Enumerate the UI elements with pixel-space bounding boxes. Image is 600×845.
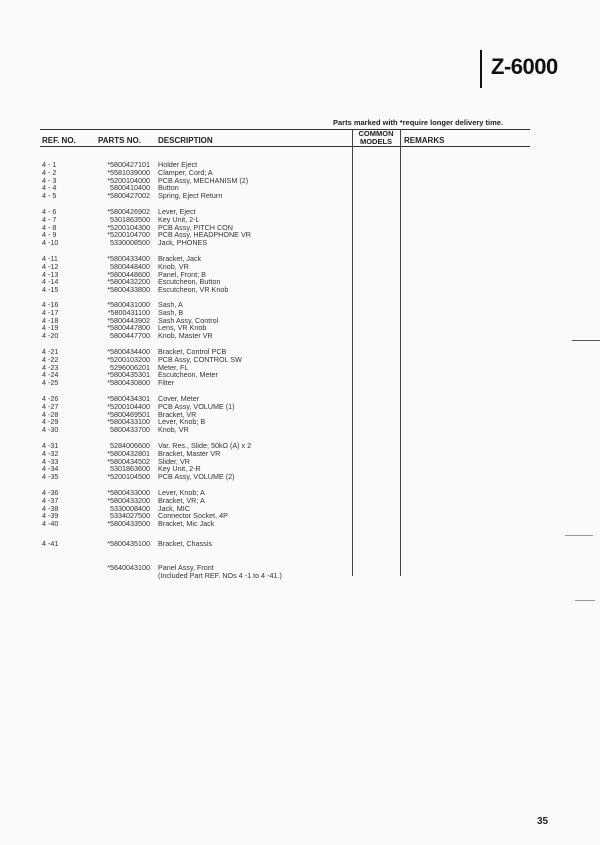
part-no: *5200103200 [107, 354, 150, 364]
part-no: *5800433000 [107, 488, 150, 497]
description: Bracket, Master VR [158, 448, 221, 458]
description: (Included Part REF. NOs 4 -1 to 4 -41.) [158, 570, 282, 580]
description: Jack, MIC [158, 503, 190, 513]
part-no: 5800433700 [110, 425, 150, 435]
table-row [0, 519, 600, 528]
ref-no: 4 -38 [42, 503, 59, 513]
part-no: *5200104500 [107, 472, 150, 482]
part-no: *5800434400 [107, 347, 150, 356]
ref-no: 4 - 4 [42, 183, 57, 193]
delivery-note: Parts marked with *require longer delivery time. [333, 118, 504, 127]
description: Bracket, Chassis [158, 539, 212, 548]
description: Bracket, Control PCB [158, 347, 227, 356]
description: Panel Assy, Front [158, 563, 214, 572]
table-row [0, 238, 600, 247]
column-header-remarks: REMARKS [404, 136, 445, 145]
part-no: 5330008500 [110, 238, 150, 248]
ref-no: 4 -18 [42, 315, 59, 325]
table-header-rule [40, 146, 530, 147]
part-no: 5800447700 [110, 331, 150, 341]
part-no: *5640043100 [107, 563, 150, 572]
description: Holder Eject [158, 160, 198, 169]
description: Key Unit, 2-R [158, 464, 201, 474]
column-header-parts: PARTS NO. [98, 136, 141, 145]
description: PCB Assy, VOLUME (1) [158, 401, 235, 411]
part-no: *5800427002 [107, 191, 150, 201]
description: PCB Assy, CONTROL SW [158, 354, 242, 364]
part-no: *5200104300 [107, 222, 150, 232]
part-no: 5334027500 [110, 511, 150, 521]
description: Clamper, Cord; A [158, 167, 213, 177]
ref-no: 4 -37 [42, 495, 59, 505]
table-top-rule [40, 129, 530, 130]
description: Bracket, VR [158, 409, 197, 419]
ref-no: 4 -25 [42, 378, 59, 388]
part-no: *5800431000 [107, 300, 150, 309]
ref-no: 4 - 1 [42, 160, 57, 169]
part-no: *5800433200 [107, 495, 150, 505]
part-no: *5800430800 [107, 378, 150, 388]
ref-no: 4 -13 [42, 269, 59, 279]
description: Bracket, Jack [158, 254, 202, 263]
ref-no: 4 -14 [42, 277, 59, 287]
ref-no: 4 -22 [42, 354, 59, 364]
part-no: *5800433400 [107, 254, 150, 263]
part-no: 5330008400 [110, 503, 150, 513]
part-no: 5296006201 [110, 362, 150, 372]
part-no: *5200104000 [107, 175, 150, 185]
description: Connector Socket, 4P [158, 511, 228, 521]
column-header-common-models: COMMON MODELS [358, 129, 394, 146]
ref-no: 4 -30 [42, 425, 59, 435]
ref-no: 4 -27 [42, 401, 59, 411]
table-row [0, 571, 600, 580]
ref-no: 4 - 6 [42, 207, 57, 216]
part-no: *5800432801 [107, 448, 150, 458]
description: Escutcheon, Meter [158, 370, 218, 380]
ref-no: 4 -20 [42, 331, 59, 341]
description: PCB Assy, PITCH CON [158, 222, 233, 232]
description: Knob, VR [158, 425, 189, 435]
description: Escutcheon, Button [158, 277, 221, 287]
table-row [0, 285, 600, 294]
description: PCB Assy, MECHANISM (2) [158, 175, 249, 185]
ref-no: 4 -40 [42, 519, 59, 529]
description: Jack, PHONES [158, 238, 208, 248]
description: Bracket, VR; A [158, 495, 205, 505]
part-no: *5800435100 [107, 539, 150, 548]
description: Lever, Knob; B [158, 417, 206, 427]
ref-no: 4 - 2 [42, 167, 57, 177]
ref-no: 4 -17 [42, 307, 59, 317]
part-no: *5800433100 [107, 417, 150, 427]
ref-no: 4 -12 [42, 261, 59, 271]
description: Bracket, Mic Jack [158, 519, 215, 529]
edge-mark [572, 340, 600, 341]
ref-no: 4 -36 [42, 488, 59, 497]
description: Knob, Master VR [158, 331, 213, 341]
table-row [0, 425, 600, 434]
part-no: 5800448400 [110, 261, 150, 271]
part-no: *5800431100 [107, 307, 150, 317]
description: PCB Assy, VOLUME (2) [158, 472, 235, 482]
description: Meter, FL [158, 362, 189, 372]
table-row [0, 331, 600, 340]
description: Lens, VR Knob [158, 323, 207, 333]
table-row [0, 378, 600, 387]
ref-no: 4 -15 [42, 285, 59, 295]
description: PCB Assy, HEADPHONE VR [158, 230, 251, 240]
part-no: *5800427101 [107, 160, 150, 169]
column-header-ref: REF. NO. [42, 136, 76, 145]
ref-no: 4 -28 [42, 409, 59, 419]
description: Sash, B [158, 307, 184, 317]
ref-no: 4 -32 [42, 448, 59, 458]
part-no: *5800433800 [107, 285, 150, 295]
description: Sash, A [158, 300, 183, 309]
part-no: 5301863600 [110, 464, 150, 474]
description: Knob, VR [158, 261, 189, 271]
part-no: *5581039000 [107, 167, 150, 177]
ref-no: 4 -29 [42, 417, 59, 427]
ref-no: 4 - 9 [42, 230, 57, 240]
ref-no: 4 -11 [42, 254, 58, 263]
description: Cover, Meter [158, 394, 200, 403]
description: Lever, Knob; A [158, 488, 205, 497]
description: Sash Assy, Control [158, 315, 219, 325]
part-no: *5200104400 [107, 401, 150, 411]
description: Lever, Eject [158, 207, 196, 216]
ref-no: 4 -10 [42, 238, 59, 248]
ref-no: 4 -24 [42, 370, 59, 380]
ref-no: 4 - 3 [42, 175, 57, 185]
ref-no: 4 -21 [42, 347, 59, 356]
table-row [0, 191, 600, 200]
ref-no: 4 -19 [42, 323, 59, 333]
ref-no: 4 - 5 [42, 191, 57, 201]
ref-no: 4 -26 [42, 394, 59, 403]
part-no: *5800434301 [107, 394, 150, 403]
description: Var. Res., Slide; 50kΩ (A) x 2 [158, 441, 252, 450]
ref-no: 4 -16 [42, 300, 59, 309]
ref-no: 4 - 8 [42, 222, 57, 232]
ref-no: 4 -34 [42, 464, 59, 474]
ref-no: 4 -33 [42, 456, 59, 466]
ref-no: 4 -31 [42, 441, 59, 450]
part-no: *5800448600 [107, 269, 150, 279]
description: Key Unit, 2-L [158, 214, 200, 224]
part-no: *5800435301 [107, 370, 150, 380]
description: Spring, Eject Return [158, 191, 223, 201]
part-no: *5800469501 [107, 409, 150, 419]
description: Escutcheon, VR Knob [158, 285, 229, 295]
part-no: *5200104700 [107, 230, 150, 240]
part-no: 5800410400 [110, 183, 150, 193]
part-no: 5284006600 [110, 441, 150, 450]
ref-no: 4 - 7 [42, 214, 57, 224]
ref-no: 4 -39 [42, 511, 59, 521]
part-no: *5800432200 [107, 277, 150, 287]
model-title: Z-6000 [491, 54, 558, 79]
ref-no: 4 -23 [42, 362, 59, 372]
part-no: *5800443902 [107, 315, 150, 325]
ref-no: 4 -35 [42, 472, 59, 482]
description: Panel, Front; B [158, 269, 206, 279]
column-header-description: DESCRIPTION [158, 136, 213, 145]
description: Slider, VR [158, 456, 190, 466]
part-no: 5301863500 [110, 214, 150, 224]
description: Filter [158, 378, 174, 388]
part-no: *5800447800 [107, 323, 150, 333]
table-row [0, 539, 600, 548]
ref-no: 4 -41 [42, 539, 59, 548]
title-bracket-line [480, 50, 482, 88]
part-no: *5800433500 [107, 519, 150, 529]
part-no: *5800434502 [107, 456, 150, 466]
table-row [0, 472, 600, 481]
edge-mark [575, 600, 595, 601]
page-number: 35 [537, 816, 549, 827]
edge-mark [565, 535, 593, 536]
description: Button [158, 183, 179, 193]
part-no: *5800426902 [107, 207, 150, 216]
